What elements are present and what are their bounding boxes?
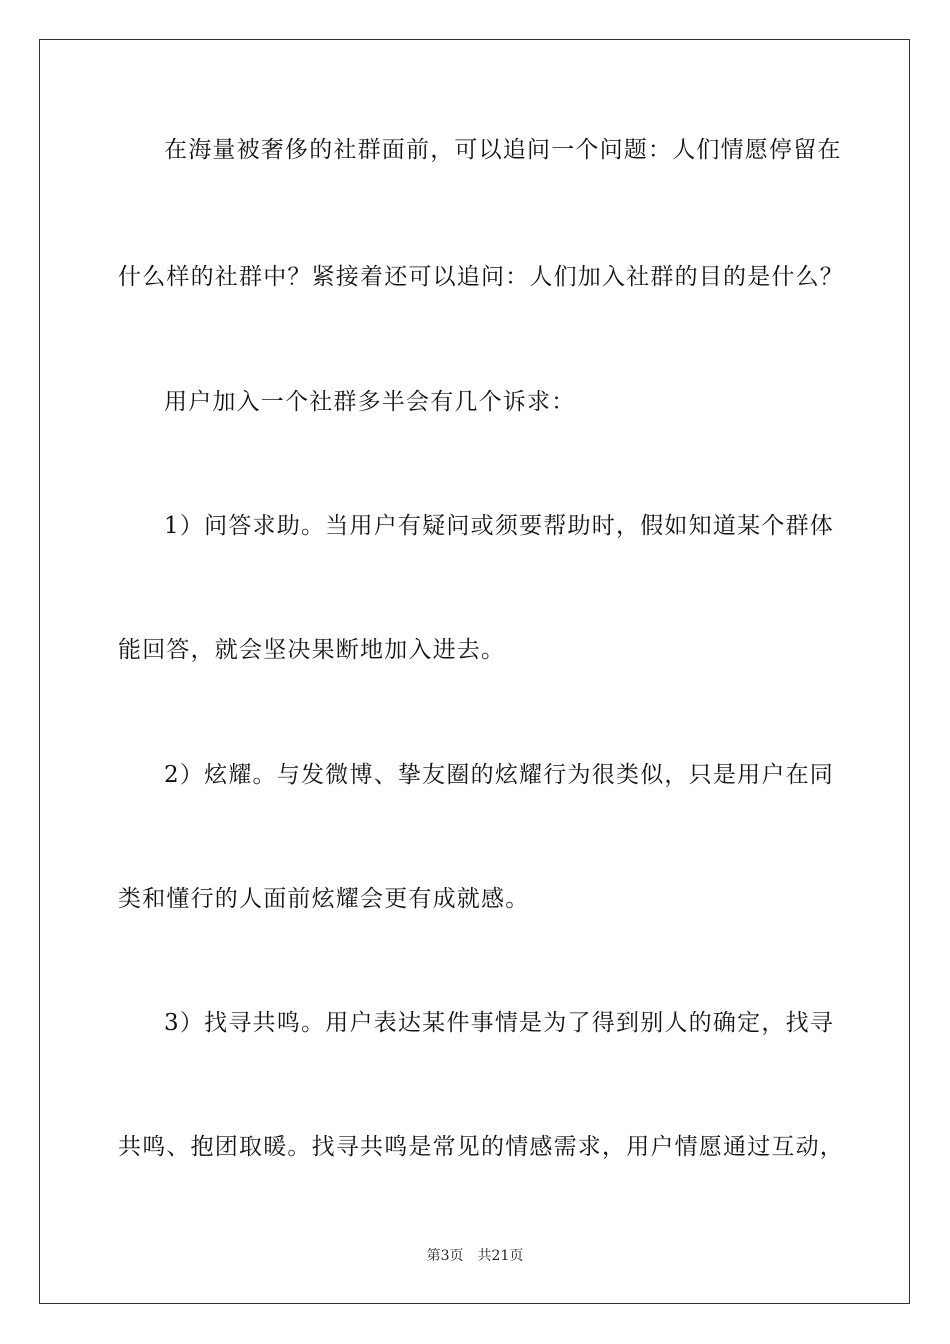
page-number: 第3页: [426, 1248, 464, 1264]
paragraph-1-line-2: 什么样的社群中？紧接着还可以追问：人们加入社群的目的是什么？: [118, 264, 844, 290]
paragraph-2-line-1: 用户加入一个社群多半会有几个诉求：: [164, 389, 576, 415]
paragraph-1-line-1: 在海量被奢侈的社群面前，可以追问一个问题：人们情愿停留在: [164, 137, 842, 163]
paragraph-3-line-2: 能回答，就会坚决果断地加入进去。: [118, 637, 506, 663]
page-footer: [0, 1246, 950, 1266]
paragraph-5-line-2: 共鸣、抱团取暖。找寻共鸣是常见的情感需求，用户情愿通过互动，: [118, 1134, 844, 1160]
paragraph-4-line-2: 类和懂行的人面前炫耀会更有成就感。: [118, 886, 530, 912]
paragraph-5-line-1: 3）找寻共鸣。用户表达某件事情是为了得到别人的确定，找寻: [164, 1010, 834, 1036]
paragraph-4-line-1: 2）炫耀。与发微博、挚友圈的炫耀行为很类似，只是用户在同: [164, 762, 834, 788]
page-total: 共21页: [477, 1248, 524, 1264]
page-frame: [39, 39, 910, 1304]
paragraph-3-line-1: 1）问答求助。当用户有疑问或须要帮助时，假如知道某个群体: [164, 513, 834, 539]
